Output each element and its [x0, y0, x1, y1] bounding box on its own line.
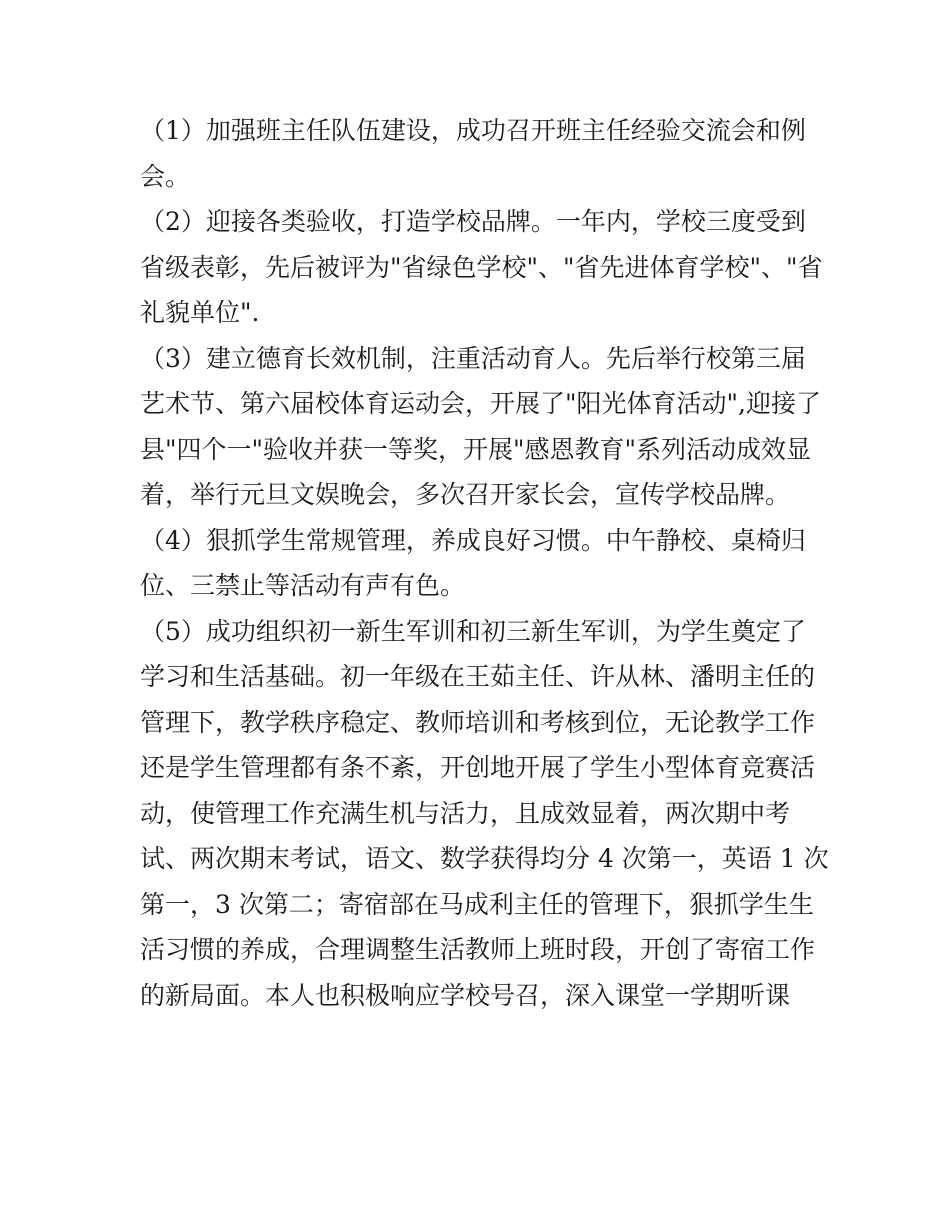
paragraph-1 [140, 108, 812, 199]
text-line: 位、三禁止等活动有声有色。 [140, 571, 466, 600]
text-line: 管理下，教学秩序稳定、教师培训和考核到位，无论教学工作 [140, 707, 816, 737]
text-line: （3）建立德育长效机制，注重活动育人。先后举行校第三届 [140, 343, 806, 373]
text-line: 省级表彰，先后被评为"省绿色学校"、"省先进体育学校"、"省 [140, 252, 823, 282]
text-line: 活习惯的养成，合理调整生活教师上班时段，开创了寄宿工作 [140, 935, 816, 964]
text-line: （4）狠抓学生常规管理，养成良好习惯。中午静校、桌椅归 [140, 525, 806, 555]
text-line: 着，举行元旦文娱晚会，多次召开家长会，宣传学校品牌。 [140, 480, 791, 509]
text-line: 动，使管理工作充满生机与活力，且成效显着，两次期中考 [140, 798, 791, 828]
text-line: 第一，3 次第二；寄宿部在马成利主任的管理下，狠抓学生生 [140, 889, 814, 919]
text-line: （2）迎接各类验收，打造学校品牌。一年内，学校三度受到 [140, 207, 806, 236]
text-line: 的新局面。本人也积极响应学校号召，深入课堂一学期听课 [140, 980, 791, 1010]
text-line: （1）加强班主任队伍建设，成功召开班主任经验交流会和例 [140, 116, 806, 145]
text-line: 试、两次期末考试，语文、数学获得均分 4 次第一，英语 1 次 [140, 844, 829, 873]
paragraph-4 [140, 518, 812, 609]
text-line: （5）成功组织初一新生军训和初三新生军训，为学生奠定了 [140, 616, 806, 646]
text-line: 还是学生管理都有条不紊，开创地开展了学生小型体育竞赛活 [140, 753, 816, 782]
paragraph-2 [140, 199, 823, 336]
text-line: 县"四个一"验收并获一等奖，开展"感恩教育"系列活动成效显 [140, 434, 811, 464]
document-body [140, 108, 829, 1018]
text-line: 艺术节、第六届校体育运动会，开展了"阳光体育活动",迎接了 [140, 389, 821, 418]
paragraph-5 [140, 609, 829, 1019]
text-line: 学习和生活基础。初一年级在王茹主任、许从林、潘明主任的 [140, 662, 816, 691]
text-line: 礼貌单位". [140, 298, 260, 327]
text-line: 会。 [140, 161, 191, 191]
paragraph-3 [140, 336, 821, 518]
